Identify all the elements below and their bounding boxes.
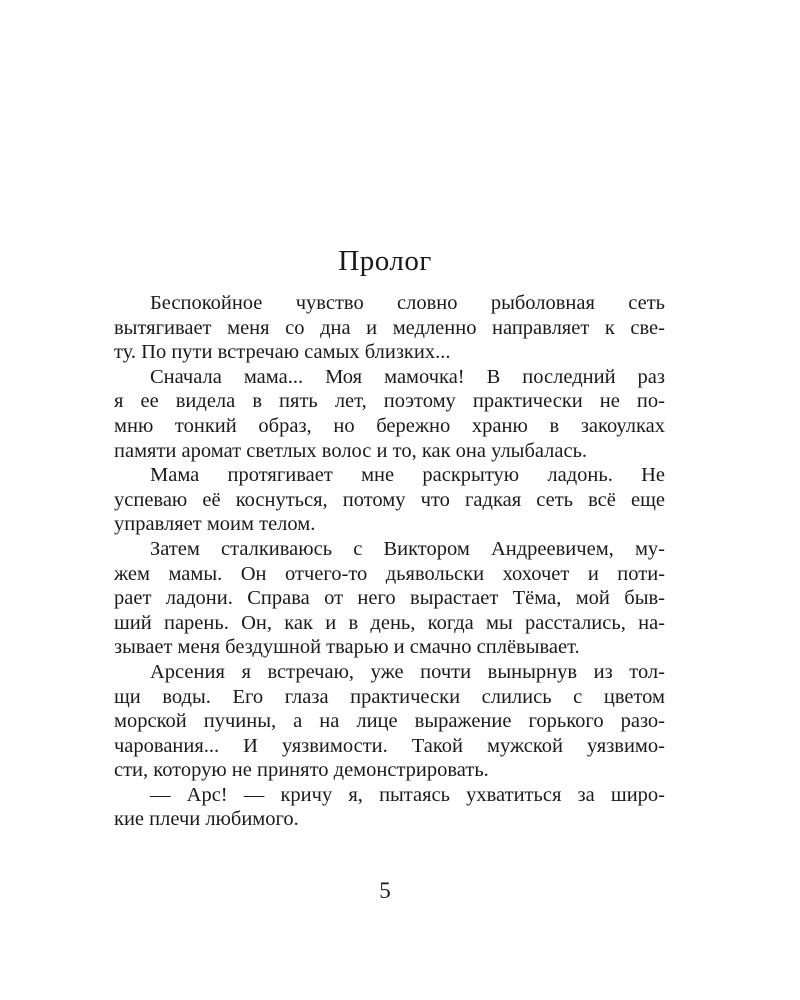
text-line: Арсения я встречаю, уже почти вынырнув из тол- [150,660,665,683]
text-line: мню тонкий образ, но бережно храню в закоулках [114,414,665,437]
text-line: ту. По пути встречаю самых близких... [114,341,451,364]
text-line: Беспокойное чувство словно рыболовная сеть [150,292,665,314]
text-line: вытягивает меня со дна и медленно направляет к све- [114,316,665,339]
text-line: чарования... И уязвимости. Такой мужской уязвимо- [114,734,665,757]
text-line: Сначала мама... Моя мамочка! В последний раз [150,365,665,388]
text-line: успеваю её коснуться, потому что гадкая сеть всё еще [114,488,665,511]
page-number: 5 [379,878,391,903]
text-line: ший парень. Он, как и в день, когда мы расстались, на- [114,611,665,634]
text-line: памяти аромат светлых волос и то, как она улыбалась. [114,439,588,462]
text-line: щи воды. Его глаза практически слились с цветом [114,685,665,708]
text-line: кие плечи любимого. [114,808,299,831]
text-line: зывает меня бездушной тварью и смачно сплёвывает. [114,636,580,659]
prologue-text [114,291,665,832]
text-line: я ее видела в пять лет, поэтому практически не по- [114,390,665,413]
text-line: Мама протягивает мне раскрытую ладонь. Не [150,464,665,487]
text-line: морской пучины, а на лице выражение горького разо- [114,710,665,733]
text-line: — Арс! — кричу я, пытаясь ухватиться за широ- [150,783,665,806]
chapter-title: Пролог [338,245,432,277]
text-line: рает ладони. Справа от него вырастает Тёма, мой быв- [114,587,665,610]
text-line: управляет моим телом. [114,513,316,536]
text-line: Затем сталкиваюсь с Виктором Андреевичем, му- [150,537,665,560]
text-line: жем мамы. Он отчего-то дьявольски хохочет и поти- [114,562,665,585]
text-line: сти, которую не принято демонстрировать. [114,759,489,782]
